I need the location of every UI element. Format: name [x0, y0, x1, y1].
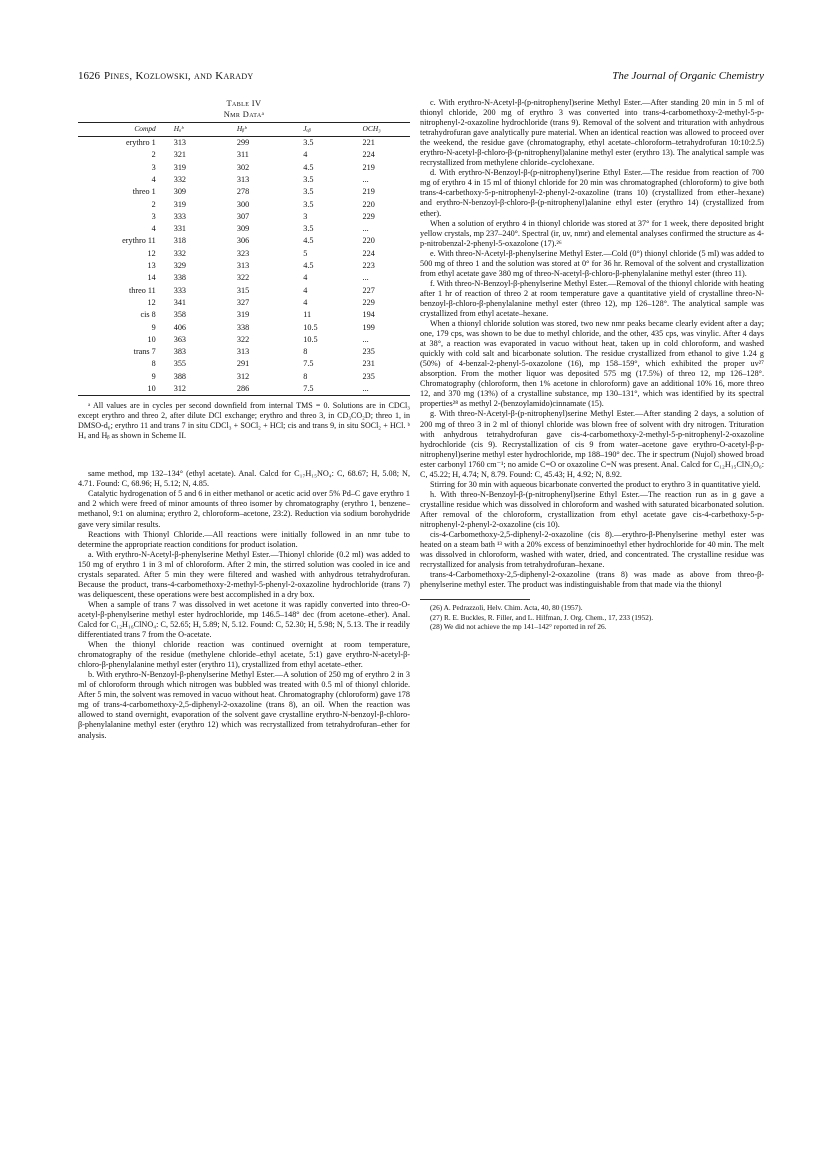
cell-ha: 331	[173, 224, 187, 234]
paragraph: When the thionyl chloride reaction was continued overnight at room temperature, chromatography of the residue (methylene chloride–ethyl acetate, 5:1) gave erythro-N-acetyl-β-chloro-β-phenylalanine methyl ester (erythro 11), crystallized from ethyl acetate–ether.	[78, 640, 410, 670]
cell-och3: 219	[362, 162, 375, 172]
cell-hb: 313	[236, 347, 250, 357]
cell-jab: 5	[303, 248, 308, 258]
cell-ha: 333	[173, 285, 187, 295]
cell-hb: 313	[236, 174, 250, 184]
right-body-text	[420, 98, 764, 590]
cell-ha: 319	[173, 199, 187, 209]
cell-hb: 313	[236, 261, 250, 271]
cell-och3: 194	[362, 310, 375, 320]
cell-compd: 10	[147, 334, 156, 344]
cell-och3: 227	[362, 285, 375, 295]
left-body-text	[78, 469, 410, 740]
cell-compd: 3	[151, 162, 156, 172]
table-row	[78, 162, 410, 174]
cell-jab: 4	[303, 273, 308, 283]
cell-ha: 321	[173, 150, 187, 160]
cell-hb: 322	[236, 334, 250, 344]
table-footnote: ᵃ All values are in cycles per second downfield from internal TMS = 0. Solutions are in CDCl₃ except erythro and threo 2, after dilute DCl exchange; erythro and threo 3, in CD₃CO₂D; threo 1, in DMSO-d₆; erythro 11 and trans 7 in situ CDCl₃ + SOCl₂ + HCl; cis and trans 9, in situ SOCl₂ + HCl. ᵇ Hₐ and Hᵦ as shown in Scheme II.	[78, 401, 410, 441]
cell-ha: 332	[173, 174, 187, 184]
paragraph: When a sample of trans 7 was dissolved in wet acetone it was rapidly converted into threo-O-acetyl-β-phenylserine methyl ester hydrochloride, mp 146.5–148° dec (from acetone–ether). Anal. Calcd for C₁₂H₁₆ClNO₄: C, 52.65; H, 5.89; N, 5.12. Found: C, 52.30; H, 5.98; N, 5.13. The ir readily differentiated trans 7 from the O-acetate.	[78, 599, 410, 640]
cell-ha: 341	[173, 297, 187, 307]
cell-jab: 4.5	[303, 162, 314, 172]
cell-jab: 4.5	[303, 236, 314, 246]
cell-ha: 388	[173, 371, 187, 381]
cell-jab: 7.5	[303, 383, 362, 396]
cell-compd: 8	[151, 359, 156, 369]
cell-och3: 229	[362, 297, 375, 307]
table-row	[78, 211, 410, 223]
cell-compd: 10	[78, 383, 166, 396]
cell-jab: 4	[303, 285, 308, 295]
cell-hb: 278	[236, 187, 250, 197]
cell-compd: 12	[147, 248, 156, 258]
cell-och3: ...	[363, 383, 410, 396]
cell-hb: 322	[236, 273, 250, 283]
cell-hb: 309	[236, 224, 250, 234]
cell-ha: 309	[173, 187, 187, 197]
cell-compd: cis 8	[140, 310, 156, 320]
table-body	[78, 137, 410, 396]
cell-hb: 323	[236, 248, 250, 258]
cell-jab: 3.5	[303, 224, 314, 234]
column-header-ha: Hₐᵇ	[166, 123, 237, 137]
table-row	[78, 272, 410, 284]
cell-hb: 307	[236, 211, 250, 221]
cell-och3: ...	[362, 273, 369, 283]
page-number: 1626	[78, 70, 100, 82]
cell-ha: 319	[173, 162, 187, 172]
paragraph: e. With threo-N-Acetyl-β-phenylserine Methyl Ester.—Cold (0°) thionyl chloride (5 ml) was added to 500 mg of threo 1 and the solution was stored at 0° for 36 hr. Removal of the solvent and crystallization from ethyl acetate gave 380 mg of threo-N-acetyl-β-chloro-β-phenylalanine methyl ester (threo 11).	[420, 248, 764, 278]
table-row	[78, 223, 410, 235]
cell-ha: 332	[173, 248, 187, 258]
cell-compd: 4	[151, 174, 156, 184]
cell-ha: 329	[173, 261, 187, 271]
table-row	[78, 383, 410, 396]
cell-ha: 358	[173, 310, 187, 320]
left-column	[78, 98, 410, 741]
cell-och3: 231	[362, 359, 375, 369]
table-row	[78, 248, 410, 260]
footnotes	[420, 603, 764, 632]
cell-compd: 9	[151, 322, 156, 332]
table-row	[78, 297, 410, 309]
cell-och3: ...	[362, 334, 369, 344]
author-line: Pines, Kozlowski, and Karady	[104, 70, 254, 82]
nmr-data-table	[78, 122, 410, 396]
table-row	[78, 174, 410, 186]
cell-och3: 224	[362, 150, 375, 160]
paragraph: f. With threo-N-Benzoyl-β-phenylserine Methyl Ester.—Removal of the thionyl chloride with heating after 1 hr of reaction of threo 2 at room temperature gave a quantitative yield of crystalline threo-N-benzoyl-β-chloro-β-phenylalanine methyl ester (threo 12), mp 126–128°. The analytical sample was crystallized from ethyl acetate–hexane.	[420, 278, 764, 318]
table-row	[78, 358, 410, 370]
cell-jab: 10.5	[303, 334, 318, 344]
cell-compd: 3	[151, 211, 156, 221]
cell-compd: 13	[147, 261, 156, 271]
cell-hb: 338	[236, 322, 250, 332]
table-header-row	[78, 123, 410, 137]
paragraph: b. With erythro-N-Benzoyl-β-phenylserine Methyl Ester.—A solution of 250 mg of erythro 2 in 3 ml of chloroform through which nitrogen was bubbled was treated with 0.5 ml of thionyl chloride. After 5 min, the solvent was removed in vacuo without heat. Chromatography (chloroform) gave 178 mg of trans-4-carbomethoxy-2,5-diphenyl-2-oxazoline (trans 8), an oil. When the reaction was allowed to stand overnight, evaporation of the solvent gave crystalline erythro-N-benzoyl-β-chloro-β-phenylalanine methyl ester (erythro 12) which was recrystallized from tetrahydrofuran–ether for analysis.	[78, 670, 410, 740]
paragraph: same method, mp 132–134° (ethyl acetate). Anal. Calcd for C₁₇H₁₅NO₄: C, 68.67; H, 5.08; N, 4.71. Found: C, 68.96; H, 5.12; N, 4.85.	[78, 469, 410, 489]
cell-compd: 2	[151, 199, 156, 209]
cell-jab: 11	[303, 310, 312, 320]
paragraph: g. With threo-N-Acetyl-β-(p-nitrophenyl)serine Methyl Ester.—After standing 2 days, a solution of 200 mg of threo 3 in 2 ml of thionyl chloride was blown free of solvent with dry nitrogen. Trituration with anhydrous tetrahydrofuran gave cis-4-carbomethoxy-2-methyl-5-p-nitrophenyl-2-oxazoline hydrochloride (cis 9). Recrystallization of cis 9 from water–acetone gave erythro-O-acetyl-β-p-nitrophenyl)serine methyl ester hydrochloride, mp 188–190° dec. The ir spectrum (Nujol) showed broad ester carbonyl 1760 cm⁻¹; no amide C=O or oxazoline C=N was present. Anal. Calcd for C₁₂H₁₅ClN₂O₆: C, 45.22; H, 4.74; N, 8.79. Found: C, 45.43; H, 4.92; N, 8.92.	[420, 409, 764, 479]
cell-hb: 300	[236, 199, 250, 209]
cell-och3: 219	[362, 187, 375, 197]
table-row	[78, 137, 410, 150]
column-header-hb: Hᵦᵇ	[237, 123, 303, 137]
table-row	[78, 322, 410, 334]
cell-compd: trans 7	[133, 347, 156, 357]
paragraph: Stirring for 30 min with aqueous bicarbonate converted the product to erythro 3 in quantitative yield.	[430, 479, 761, 489]
footnote: (26) A. Pedrazzoli, Helv. Chim. Acta, 40, 80 (1957).	[430, 603, 583, 613]
cell-jab: 8	[303, 347, 308, 357]
table-row	[78, 309, 410, 321]
cell-och3: 229	[362, 211, 375, 221]
cell-och3: 224	[362, 248, 375, 258]
table-row	[78, 260, 410, 272]
cell-hb: 312	[236, 371, 250, 381]
table-row	[78, 199, 410, 211]
cell-ha: 363	[173, 334, 187, 344]
cell-och3: ...	[362, 174, 369, 184]
column-header-och3: OCH₃	[363, 123, 410, 137]
cell-och3: 220	[362, 236, 375, 246]
cell-och3: 221	[362, 138, 375, 148]
cell-och3: 235	[362, 347, 375, 357]
cell-och3: 199	[362, 322, 375, 332]
paragraph: trans-4-Carbomethoxy-2,5-diphenyl-2-oxazoline (trans 8) was made as above from threo-β-phenylserine methyl ester. The product was indistinguishable from that made via the thionyl	[420, 570, 764, 590]
cell-hb: 311	[236, 150, 249, 160]
cell-hb: 291	[236, 359, 250, 369]
journal-title: The Journal of Organic Chemistry	[612, 70, 764, 82]
table-row	[78, 346, 410, 358]
table-subtitle: Nmr Dataᵃ	[223, 110, 265, 119]
cell-ha: 383	[173, 347, 187, 357]
cell-ha: 406	[173, 322, 187, 332]
cell-compd: 14	[147, 273, 156, 283]
cell-jab: 3.5	[303, 199, 314, 209]
paragraph: Catalytic hydrogenation of 5 and 6 in either methanol or acetic acid over 5% Pd–C gave erythro 1 and 2 which were freed of minor amounts of threo isomer by chromatography (erythro 1, benzene–methanol, 9:1 on alumina; erythro 2, chloroform–acetone, 23:2). Reduction via sodium borohydride gave very similar results.	[78, 489, 410, 529]
right-column	[420, 98, 764, 632]
cell-ha: 355	[173, 359, 187, 369]
cell-compd: 12	[147, 297, 156, 307]
footnote-separator	[420, 599, 530, 600]
cell-och3: 223	[362, 261, 375, 271]
table-title: Table IV	[226, 99, 262, 108]
cell-compd: 4	[151, 224, 156, 234]
cell-compd: 9	[151, 371, 156, 381]
paragraph: When a solution of erythro 4 in thionyl chloride was stored at 37° for 1 week, there deposited bright yellow crystals, mp 237–240°. Spectral (ir, uv, nmr) and elemental analyses confirmed the structure as 4-p-nitrobenzal-2-phenyl-5-oxazolone (17).²⁶	[420, 218, 764, 248]
column-header-jab: Jₐᵦ	[303, 123, 362, 137]
cell-ha: 318	[173, 236, 187, 246]
cell-ha: 338	[173, 273, 187, 283]
cell-jab: 3.5	[303, 187, 314, 197]
cell-hb: 286	[237, 383, 303, 396]
cell-jab: 4.5	[303, 261, 314, 271]
cell-och3: 235	[362, 371, 375, 381]
table-row	[78, 285, 410, 297]
paragraph: h. With threo-N-Benzoyl-β-(p-nitrophenyl)serine Ethyl Ester.—The reaction run as in g gave a crystalline residue which was dissolved in chloroform and washed with saturated bicarbonated solution. After removal of the chloroform, crystallization from ethyl acetate gave cis-4-carbethoxy-5-p-nitrophenyl-2-phenyl-2-oxazoline (cis 10).	[420, 489, 764, 529]
cell-jab: 3.5	[303, 174, 314, 184]
cell-hb: 299	[236, 138, 250, 148]
table-row	[78, 235, 410, 247]
cell-hb: 315	[236, 285, 250, 295]
cell-jab: 4	[303, 297, 308, 307]
table-row	[78, 149, 410, 161]
cell-jab: 3.5	[303, 138, 314, 148]
paragraph: Reactions with Thionyl Chloride.—All reactions were initially followed in an nmr tube to determine the appropriate reaction conditions for product isolation.	[78, 529, 410, 549]
cell-compd: 2	[151, 150, 156, 160]
cell-compd: threo 1	[132, 187, 156, 197]
cell-ha: 313	[173, 138, 187, 148]
cell-ha: 333	[173, 211, 187, 221]
footnote: (28) We did not achieve the mp 141–142° reported in ref 26.	[430, 622, 607, 632]
cell-jab: 8	[303, 371, 308, 381]
paragraph: cis-4-Carbomethoxy-2,5-diphenyl-2-oxazoline (cis 8).—erythro-β-Phenylserine methyl ester was heated on a steam bath ¹³ with a 20% excess of benziminoethyl ether hydrochloride for 40 min. The melt was dissolved in chloroform, washed with water, dried, and concentrated. The crystalline residue was recrystallized for analysis from tetrahydrofuran–hexane.	[420, 530, 764, 570]
cell-hb: 306	[236, 236, 250, 246]
cell-hb: 319	[236, 310, 250, 320]
cell-hb: 302	[236, 162, 250, 172]
cell-hb: 327	[236, 297, 250, 307]
cell-compd: threo 11	[128, 285, 156, 295]
paragraph: c. With erythro-N-Acetyl-β-(p-nitrophenyl)serine Methyl Ester.—After standing 20 min in 5 ml of thionyl chloride, 200 mg of erythro 3 was converted into trans-4-carbomethoxy-2-methyl-5-p-nitrophenyl-2-oxazoline hydrochloride (trans 9). Removal of the solvent and trituration with anhydrous tetrahydrofuran gave analytically pure material. When an identical reaction was allowed to proceed over the weekend, the residue gave (chromatography, ethyl acetate–chloroform–tetrahydrofuran 10:10:2.5) erythro-N-acetyl-β-chloro-β-(p-nitrophenyl)alanine methyl ester (erythro 13). The analytical sample was recrystallized from methylene chloride–cyclohexane.	[420, 98, 764, 168]
cell-och3: ...	[362, 224, 369, 234]
paragraph: a. With erythro-N-Acetyl-β-phenylserine Methyl Ester.—Thionyl chloride (0.2 ml) was added to 150 mg of erythro 1 in 3 ml of chloroform. After 2 min, the stirred solution was cooled in ice and crystals separated. After 5 min they were filtered and washed with anhydrous tetrahydrofuran. Because the product, trans-4-carbomethoxy-2-methyl-5-phenyl-2-oxazoline hydrochloride (trans 7) was deliquescent, these operations were best accomplished in a dry box.	[78, 549, 410, 599]
paragraph: When a thionyl chloride solution was stored, two new nmr peaks became clearly evident after a day; one, 179 cps, was shown to be due to methyl chloride, and the other, 435 cps, was vinylic. After 4 days at 38°, a reaction was evaporated in vacuo without heat, taken up in cold chloroform, and washed quickly with cold salt and bicarbonate solution. The residue crystallized from ethanol to give 1.24 g (50%) of 4-benzal-2-phenyl-5-oxazolone (16), mp 158–159°, which exhibited the proper uv²⁷ absorption. From the mother liquor was deposited 575 mg (17.5%) of threo 12, mp 126–128°. Chromatography (chloroform, then 1% acetone in chloroform) gave an additional 10% 16, more threo 12, and 370 mg (13%) of a crystalline substance, mp 130–131°, which was identified by its spectral properties²⁸ as methyl 2-(benzoylamido)cinnamate (15).	[420, 319, 764, 409]
cell-jab: 7.5	[303, 359, 314, 369]
cell-jab: 4	[303, 150, 308, 160]
table-row	[78, 371, 410, 383]
cell-compd: erythro 11	[122, 236, 156, 246]
cell-jab: 10.5	[303, 322, 318, 332]
column-header-compd: Compd	[78, 123, 166, 137]
running-header	[78, 70, 764, 86]
paragraph: d. With erythro-N-Benzoyl-β-(p-nitrophenyl)serine Ethyl Ester.—The residue from reaction of 700 mg of erythro 4 in 15 ml of thionyl chloride for 20 min was chromatographed (chloroform) to give both trans-4-carbethoxy-5-p-nitrophenyl-2-phenyl-2-oxazoline (trans 10) (crystallized from ether–hexane) and erythro-N-benzoyl-β-chloro-β-(p-nitrophenyl)alanine ethyl ester (erythro 14) (crystallized from ether).	[420, 168, 764, 218]
cell-och3: 220	[362, 199, 375, 209]
table-row	[78, 334, 410, 346]
table-row	[78, 186, 410, 198]
cell-compd: erythro 1	[125, 138, 156, 148]
cell-jab: 3	[303, 211, 308, 221]
footnote: (27) R. E. Buckles, R. Filler, and L. Hilfman, J. Org. Chem., 17, 233 (1952).	[430, 612, 654, 622]
cell-ha: 312	[166, 383, 237, 396]
